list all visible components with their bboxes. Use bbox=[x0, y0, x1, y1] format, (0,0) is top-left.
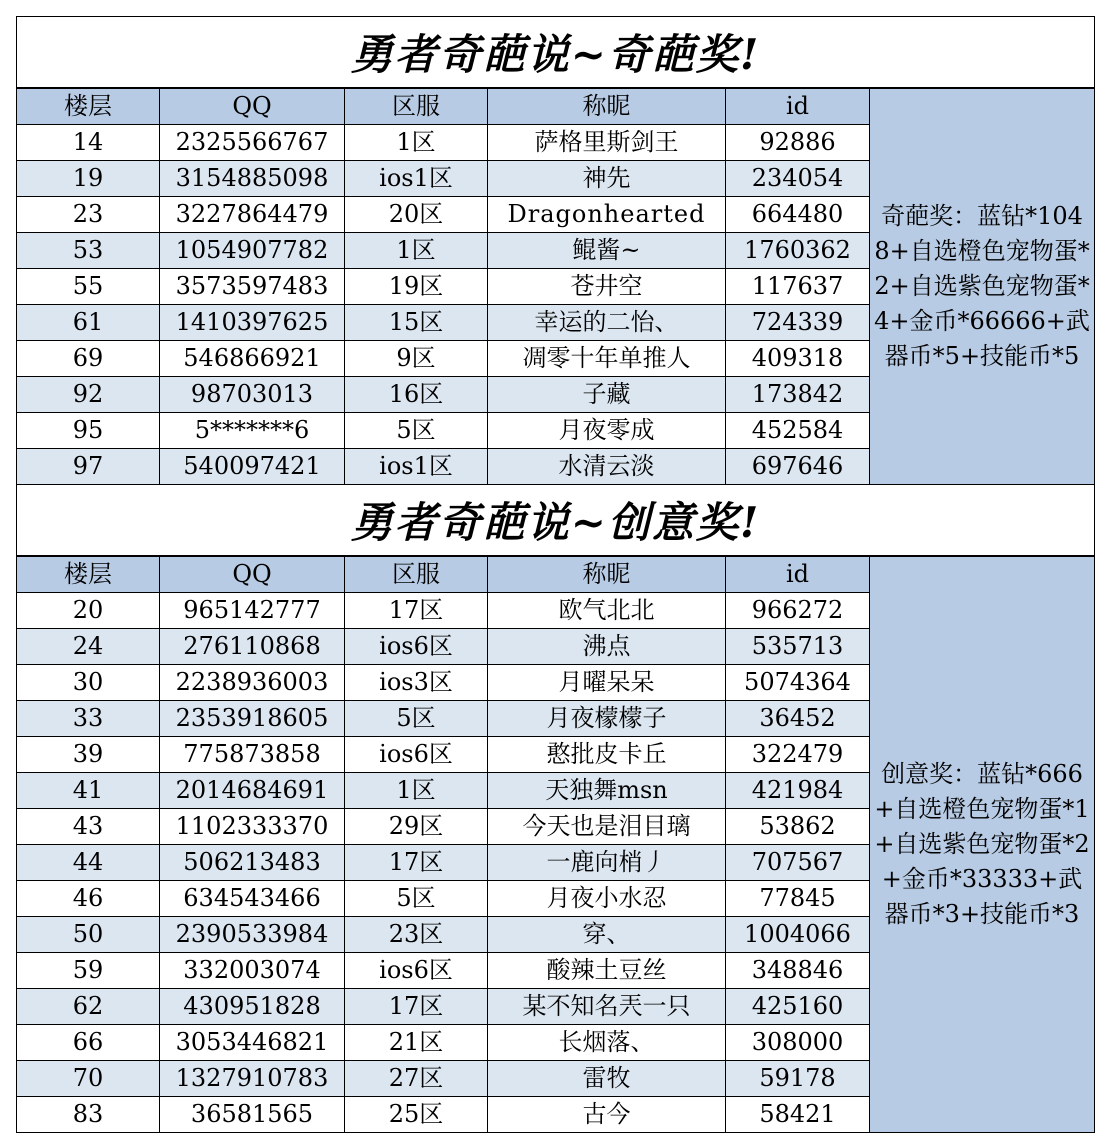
floor-cell: 24 bbox=[17, 629, 160, 665]
id-cell: 1004066 bbox=[726, 917, 870, 953]
section-title-row bbox=[17, 485, 1095, 557]
nickname-cell: 月曜呆呆 bbox=[488, 665, 726, 701]
qq-cell: 1102333370 bbox=[160, 809, 345, 845]
award-table bbox=[16, 16, 1095, 1133]
qq-cell: 634543466 bbox=[160, 881, 345, 917]
qq-cell: 98703013 bbox=[160, 377, 345, 413]
header-qq: QQ bbox=[160, 88, 345, 125]
id-cell: 59178 bbox=[726, 1061, 870, 1097]
nickname-cell: 长烟落、 bbox=[488, 1025, 726, 1061]
nickname-cell: 萨格里斯剑王 bbox=[488, 125, 726, 161]
floor-cell: 66 bbox=[17, 1025, 160, 1061]
floor-cell: 59 bbox=[17, 953, 160, 989]
floor-cell: 44 bbox=[17, 845, 160, 881]
qq-cell: 3573597483 bbox=[160, 269, 345, 305]
server-cell: 23区 bbox=[345, 917, 488, 953]
qq-cell: 332003074 bbox=[160, 953, 345, 989]
nickname-cell: 子藏 bbox=[488, 377, 726, 413]
id-cell: 58421 bbox=[726, 1097, 870, 1133]
id-cell: 92886 bbox=[726, 125, 870, 161]
nickname-cell: 欧气北北 bbox=[488, 593, 726, 629]
id-cell: 173842 bbox=[726, 377, 870, 413]
nickname-cell: 鲲酱~ bbox=[488, 233, 726, 269]
nickname-cell: 某不知名兲一只 bbox=[488, 989, 726, 1025]
floor-cell: 97 bbox=[17, 449, 160, 485]
floor-cell: 61 bbox=[17, 305, 160, 341]
header-floor: 楼层 bbox=[17, 88, 160, 125]
qq-cell: 2014684691 bbox=[160, 773, 345, 809]
nickname-cell: 穿、 bbox=[488, 917, 726, 953]
qq-cell: 3154885098 bbox=[160, 161, 345, 197]
header-server: 区服 bbox=[345, 556, 488, 593]
nickname-cell: 沸点 bbox=[488, 629, 726, 665]
floor-cell: 14 bbox=[17, 125, 160, 161]
id-cell: 421984 bbox=[726, 773, 870, 809]
server-cell: 21区 bbox=[345, 1025, 488, 1061]
floor-cell: 33 bbox=[17, 701, 160, 737]
qq-cell: 2238936003 bbox=[160, 665, 345, 701]
floor-cell: 69 bbox=[17, 341, 160, 377]
qq-cell: 3053446821 bbox=[160, 1025, 345, 1061]
id-cell: 452584 bbox=[726, 413, 870, 449]
floor-cell: 20 bbox=[17, 593, 160, 629]
nickname-cell: Dragonhearted bbox=[488, 197, 726, 233]
nickname-cell: 憨批皮卡丘 bbox=[488, 737, 726, 773]
nickname-cell: 月夜檬檬子 bbox=[488, 701, 726, 737]
nickname-cell: 月夜小水忍 bbox=[488, 881, 726, 917]
award-sheet bbox=[16, 16, 1094, 1133]
qq-cell: 965142777 bbox=[160, 593, 345, 629]
id-cell: 322479 bbox=[726, 737, 870, 773]
header-id: id bbox=[726, 556, 870, 593]
header-row bbox=[17, 88, 1095, 125]
floor-cell: 70 bbox=[17, 1061, 160, 1097]
server-cell: ios1区 bbox=[345, 449, 488, 485]
server-cell: 20区 bbox=[345, 197, 488, 233]
id-cell: 697646 bbox=[726, 449, 870, 485]
section-title-row bbox=[17, 17, 1095, 89]
floor-cell: 62 bbox=[17, 989, 160, 1025]
floor-cell: 23 bbox=[17, 197, 160, 233]
qq-cell: 1410397625 bbox=[160, 305, 345, 341]
floor-cell: 41 bbox=[17, 773, 160, 809]
server-cell: 5区 bbox=[345, 881, 488, 917]
header-row bbox=[17, 556, 1095, 593]
qq-cell: 1327910783 bbox=[160, 1061, 345, 1097]
nickname-cell: 幸运的二怡、 bbox=[488, 305, 726, 341]
floor-cell: 30 bbox=[17, 665, 160, 701]
server-cell: ios3区 bbox=[345, 665, 488, 701]
qq-cell: 775873858 bbox=[160, 737, 345, 773]
id-cell: 409318 bbox=[726, 341, 870, 377]
server-cell: 17区 bbox=[345, 989, 488, 1025]
server-cell: 1区 bbox=[345, 233, 488, 269]
header-id: id bbox=[726, 88, 870, 125]
floor-cell: 50 bbox=[17, 917, 160, 953]
nickname-cell: 天独舞msn bbox=[488, 773, 726, 809]
server-cell: 1区 bbox=[345, 125, 488, 161]
nickname-cell: 水清云淡 bbox=[488, 449, 726, 485]
server-cell: 27区 bbox=[345, 1061, 488, 1097]
qq-cell: 546866921 bbox=[160, 341, 345, 377]
id-cell: 117637 bbox=[726, 269, 870, 305]
nickname-cell: 一鹿向梢丿 bbox=[488, 845, 726, 881]
qq-cell: 276110868 bbox=[160, 629, 345, 665]
header-nickname: 称昵 bbox=[488, 88, 726, 125]
header-qq: QQ bbox=[160, 556, 345, 593]
qq-cell: 3227864479 bbox=[160, 197, 345, 233]
prize-description: 创意奖：蓝钻*666+自选橙色宠物蛋*1+自选紫色宠物蛋*2+金币*33333+武器币*3+技能币*3 bbox=[870, 556, 1095, 1133]
qq-cell: 2353918605 bbox=[160, 701, 345, 737]
id-cell: 535713 bbox=[726, 629, 870, 665]
section-title: 勇者奇葩说~创意奖! bbox=[17, 485, 1095, 557]
server-cell: ios6区 bbox=[345, 737, 488, 773]
floor-cell: 39 bbox=[17, 737, 160, 773]
id-cell: 966272 bbox=[726, 593, 870, 629]
server-cell: 17区 bbox=[345, 845, 488, 881]
id-cell: 348846 bbox=[726, 953, 870, 989]
header-floor: 楼层 bbox=[17, 556, 160, 593]
server-cell: 5区 bbox=[345, 413, 488, 449]
server-cell: 17区 bbox=[345, 593, 488, 629]
id-cell: 664480 bbox=[726, 197, 870, 233]
nickname-cell: 神先 bbox=[488, 161, 726, 197]
nickname-cell: 古今 bbox=[488, 1097, 726, 1133]
prize-description: 奇葩奖：蓝钻*1048+自选橙色宠物蛋*2+自选紫色宠物蛋*4+金币*66666+武器币*5+技能币*5 bbox=[870, 88, 1095, 485]
header-server: 区服 bbox=[345, 88, 488, 125]
server-cell: 9区 bbox=[345, 341, 488, 377]
id-cell: 77845 bbox=[726, 881, 870, 917]
nickname-cell: 月夜零成 bbox=[488, 413, 726, 449]
nickname-cell: 酸辣土豆丝 bbox=[488, 953, 726, 989]
nickname-cell: 雷牧 bbox=[488, 1061, 726, 1097]
section-title: 勇者奇葩说~奇葩奖! bbox=[17, 17, 1095, 89]
floor-cell: 83 bbox=[17, 1097, 160, 1133]
id-cell: 53862 bbox=[726, 809, 870, 845]
id-cell: 1760362 bbox=[726, 233, 870, 269]
qq-cell: 5*******6 bbox=[160, 413, 345, 449]
floor-cell: 92 bbox=[17, 377, 160, 413]
header-nickname: 称昵 bbox=[488, 556, 726, 593]
server-cell: 16区 bbox=[345, 377, 488, 413]
id-cell: 425160 bbox=[726, 989, 870, 1025]
id-cell: 5074364 bbox=[726, 665, 870, 701]
floor-cell: 19 bbox=[17, 161, 160, 197]
server-cell: ios6区 bbox=[345, 953, 488, 989]
id-cell: 724339 bbox=[726, 305, 870, 341]
nickname-cell: 苍井空 bbox=[488, 269, 726, 305]
floor-cell: 53 bbox=[17, 233, 160, 269]
floor-cell: 55 bbox=[17, 269, 160, 305]
qq-cell: 2390533984 bbox=[160, 917, 345, 953]
id-cell: 36452 bbox=[726, 701, 870, 737]
floor-cell: 95 bbox=[17, 413, 160, 449]
qq-cell: 36581565 bbox=[160, 1097, 345, 1133]
id-cell: 707567 bbox=[726, 845, 870, 881]
nickname-cell: 今天也是泪目璃 bbox=[488, 809, 726, 845]
server-cell: 25区 bbox=[345, 1097, 488, 1133]
server-cell: 29区 bbox=[345, 809, 488, 845]
qq-cell: 506213483 bbox=[160, 845, 345, 881]
server-cell: 1区 bbox=[345, 773, 488, 809]
nickname-cell: 凋零十年单推人 bbox=[488, 341, 726, 377]
qq-cell: 540097421 bbox=[160, 449, 345, 485]
qq-cell: 2325566767 bbox=[160, 125, 345, 161]
server-cell: ios1区 bbox=[345, 161, 488, 197]
floor-cell: 43 bbox=[17, 809, 160, 845]
id-cell: 308000 bbox=[726, 1025, 870, 1061]
server-cell: ios6区 bbox=[345, 629, 488, 665]
server-cell: 5区 bbox=[345, 701, 488, 737]
server-cell: 19区 bbox=[345, 269, 488, 305]
floor-cell: 46 bbox=[17, 881, 160, 917]
qq-cell: 1054907782 bbox=[160, 233, 345, 269]
qq-cell: 430951828 bbox=[160, 989, 345, 1025]
server-cell: 15区 bbox=[345, 305, 488, 341]
id-cell: 234054 bbox=[726, 161, 870, 197]
